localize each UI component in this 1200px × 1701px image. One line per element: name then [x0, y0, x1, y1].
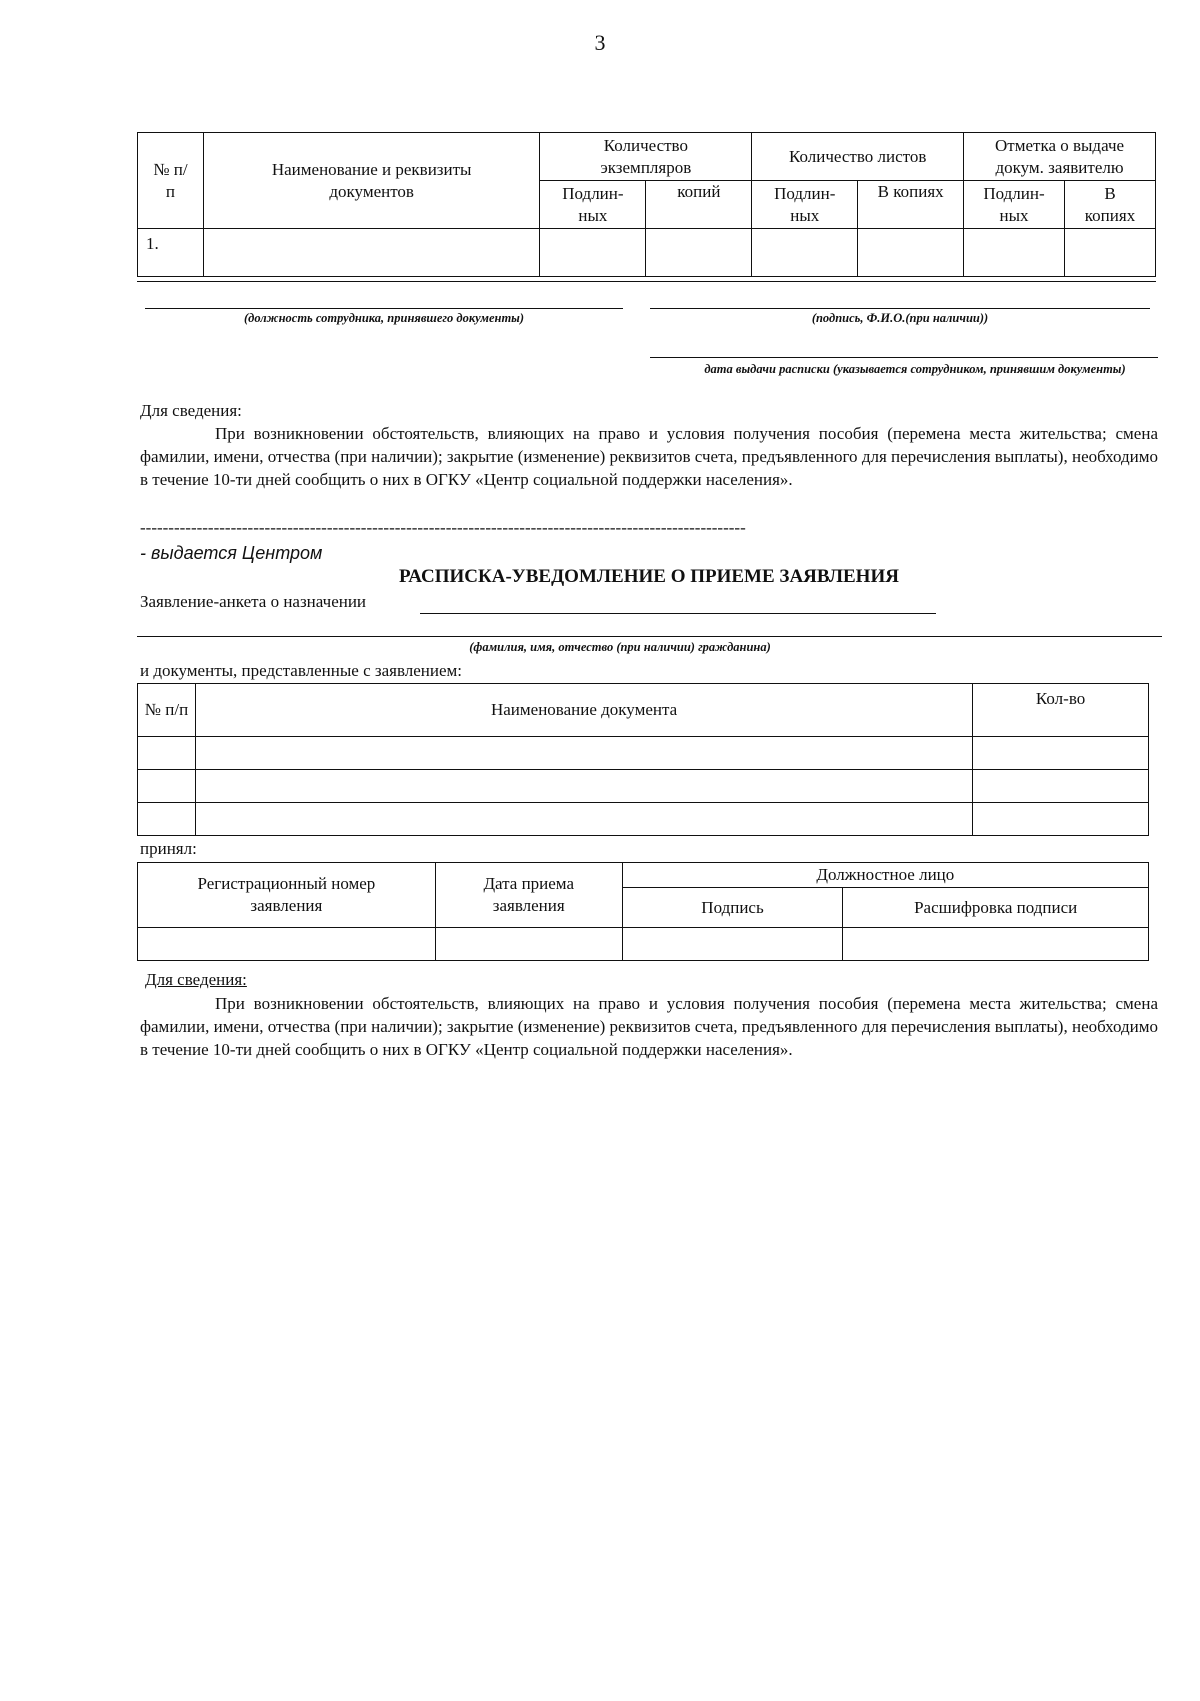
col-doc-name-header: Наименование документа [195, 684, 972, 737]
application-line [420, 613, 936, 614]
cell [964, 229, 1065, 277]
submitted-docs-table [137, 683, 1149, 836]
cell [540, 229, 646, 277]
col-issue-header: Отметка о выдаче докум. заявителю [964, 133, 1156, 181]
cell [138, 770, 196, 803]
cell [622, 928, 843, 961]
date-line [650, 357, 1158, 358]
fio-note: (фамилия, имя, отчество (при наличии) гражданина) [469, 640, 771, 654]
info-heading: Для сведения: [140, 401, 242, 420]
cell [752, 229, 858, 277]
cell [138, 737, 196, 770]
col-reg-number-header: Регистрационный номер заявления [138, 863, 436, 928]
col-copies-header: Количество экземпляров [540, 133, 752, 181]
sub-orig-issue: Подлин-ных [964, 181, 1065, 229]
receipt-title: РАСПИСКА-УВЕДОМЛЕНИЕ О ПРИЕМЕ ЗАЯВЛЕНИЯ [399, 566, 899, 587]
cell [973, 770, 1149, 803]
info-text-2: При возникновении обстоятельств, влияющих на право и условия получения пособия (перемена места жительства; смена фамилии, имени, отчества (при наличии); закрытие (изменение) реквизитов счета, предъявленного для перечисления выплаты), необходимо в течение 10-ти дней сообщить о них в ОГКУ «Центр социальной поддержки населения». [140, 994, 1158, 1059]
position-line [145, 308, 623, 309]
sub-in-copies-issue: В копиях [1064, 181, 1155, 229]
fio-line [137, 636, 1162, 637]
col-name-header: Наименование и реквизиты документов [203, 133, 540, 229]
info-text: При возникновении обстоятельств, влияющих на право и условия получения пособия (перемена места жительства; смена фамилии, имени, отчества (при наличии); закрытие (изменение) реквизитов счета, предъявленного для перечисления выплаты), необходимо в течение 10-ти дней сообщить о них в ОГКУ «Центр социальной поддержки населения». [140, 424, 1158, 489]
registration-table [137, 862, 1149, 961]
sign-line [650, 308, 1150, 309]
docs-label: и документы, представленные с заявлением: [140, 661, 463, 680]
sub-copies: копий [646, 181, 752, 229]
col-qty-header: Кол-во [973, 684, 1149, 737]
documents-table [137, 132, 1156, 277]
issued-by: - выдается Центром [140, 543, 323, 563]
info-heading-2: Для сведения: [145, 970, 247, 989]
application-label: Заявление-анкета о назначении [140, 592, 367, 611]
sub-orig-sheets: Подлин-ных [752, 181, 858, 229]
sign-note: (подпись, Ф.И.О.(при наличии)) [811, 311, 989, 325]
cell [195, 803, 972, 836]
cell [138, 928, 436, 961]
col-num-header: № п/п [138, 133, 204, 229]
col-official-header: Должностное лицо [622, 863, 1148, 888]
position-note: (должность сотрудника, принявшего документы) [243, 311, 525, 325]
col-sign-header: Подпись [622, 888, 843, 928]
cell [138, 803, 196, 836]
row-num: 1. [138, 229, 204, 277]
cell [195, 770, 972, 803]
page-number: 3 [594, 30, 606, 55]
accepted-label: принял: [140, 839, 197, 858]
cell [973, 803, 1149, 836]
cut-line: ----------------------------------------------------------------------------------------------------------- [140, 518, 746, 537]
sub-orig-copies: Подлин-ных [540, 181, 646, 229]
col-date-header: Дата приема заявления [435, 863, 622, 928]
cell [843, 928, 1149, 961]
col-decode-header: Расшифровка подписи [843, 888, 1149, 928]
sub-in-copies-sheets: В копиях [858, 181, 964, 229]
cell [195, 737, 972, 770]
col-sheets-header: Количество листов [752, 133, 964, 181]
col-num-header: № п/п [138, 684, 196, 737]
cell [858, 229, 964, 277]
cell [1064, 229, 1155, 277]
cell [973, 737, 1149, 770]
cell [203, 229, 540, 277]
cell [646, 229, 752, 277]
date-note: дата выдачи расписки (указывается сотрудником, принявшим документы) [704, 362, 1126, 376]
rule [137, 281, 1156, 282]
cell [435, 928, 622, 961]
